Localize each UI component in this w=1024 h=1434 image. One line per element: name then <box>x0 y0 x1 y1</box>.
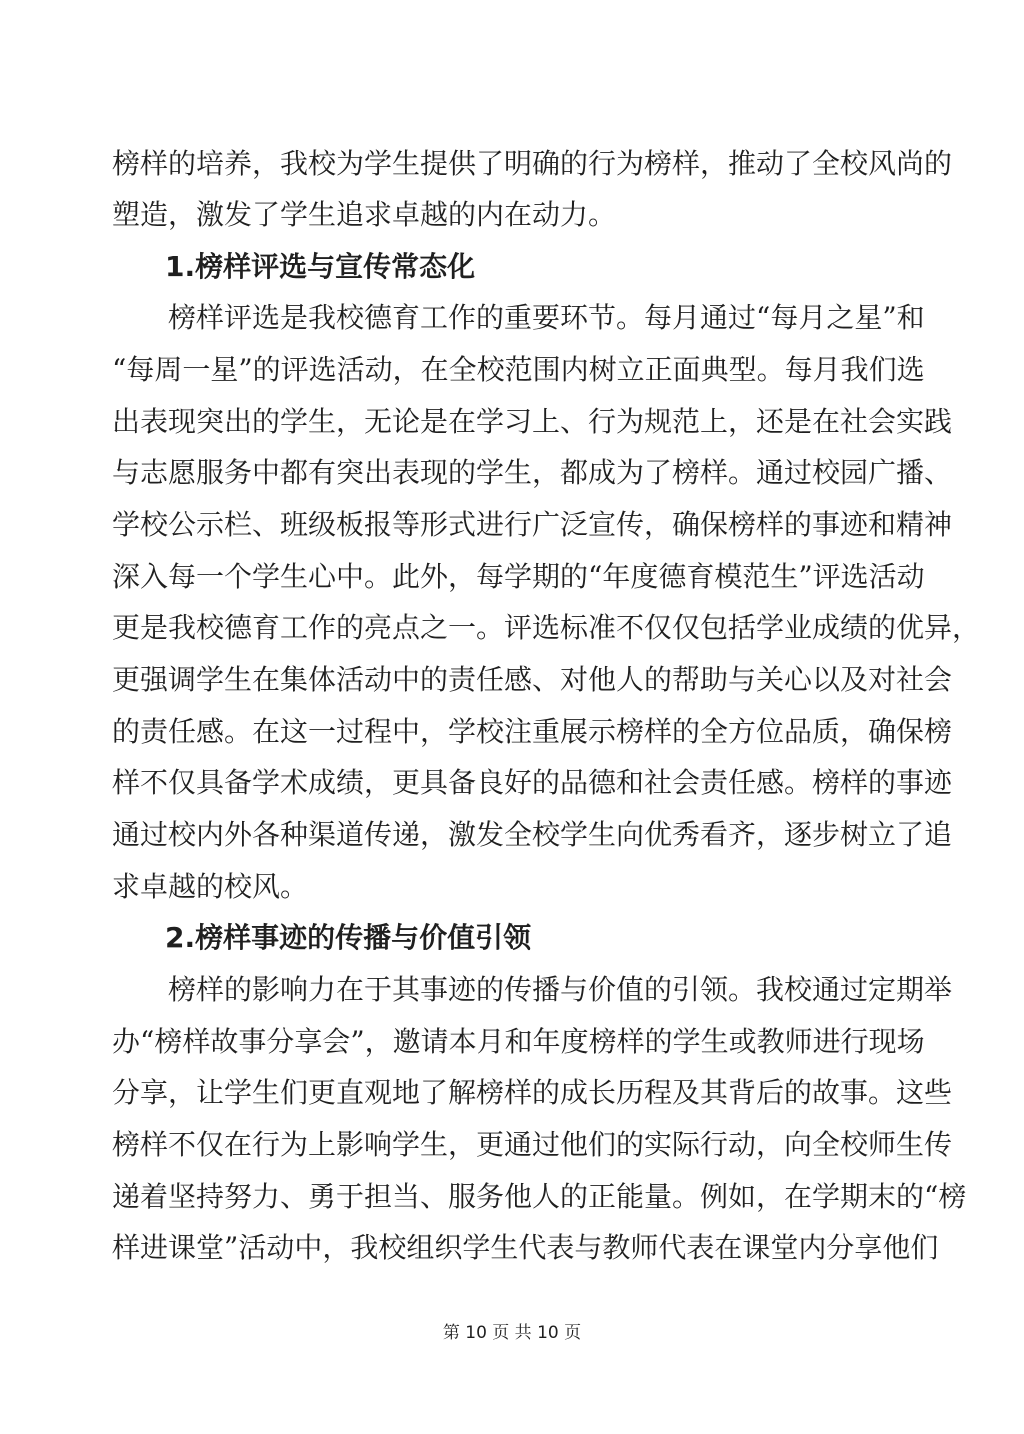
section-heading: 1.榜样评选与宣传常态化 <box>165 250 476 283</box>
body-line: 榜样不仅在行为上影响学生，更通过他们的实际行动，向全校师生传 <box>112 1128 953 1161</box>
body-line: 办“榜样故事分享会”，邀请本月和年度榜样的学生或教师进行现场 <box>112 1025 925 1058</box>
body-line: 出表现突出的学生，无论是在学习上、行为规范上，还是在社会实践 <box>112 405 953 438</box>
body-line: 深入每一个学生心中。此外，每学期的“年度德育模范生”评选活动 <box>112 560 925 593</box>
page-number-footer: 第 10 页 共 10 页 <box>442 1323 582 1343</box>
body-line: 更强调学生在集体活动中的责任感、对他人的帮助与关心以及对社会 <box>112 663 953 696</box>
body-line: 更是我校德育工作的亮点之一。评选标准不仅仅包括学业成绩的优异， <box>112 611 981 644</box>
body-line: 分享，让学生们更直观地了解榜样的成长历程及其背后的故事。这些 <box>112 1076 953 1109</box>
body-line: 的责任感。在这一过程中，学校注重展示榜样的全方位品质，确保榜 <box>112 715 953 748</box>
body-line: 求卓越的校风。 <box>112 870 309 903</box>
section-heading: 2.榜样事迹的传播与价值引领 <box>165 921 532 954</box>
body-line: 递着坚持努力、勇于担当、服务他人的正能量。例如，在学期末的“榜 <box>112 1180 967 1213</box>
body-line: “每周一星”的评选活动，在全校范围内树立正面典型。每月我们选 <box>112 353 925 386</box>
body-line: 榜样的影响力在于其事迹的传播与价值的引领。我校通过定期举 <box>112 973 953 1006</box>
body-line: 榜样的培养，我校为学生提供了明确的行为榜样，推动了全校风尚的 <box>112 147 953 180</box>
body-line: 通过校内外各种渠道传递，激发全校学生向优秀看齐，逐步树立了追 <box>112 818 953 851</box>
body-line: 与志愿服务中都有突出表现的学生，都成为了榜样。通过校园广播、 <box>112 456 953 489</box>
body-line: 学校公示栏、班级板报等形式进行广泛宣传，确保榜样的事迹和精神 <box>112 508 953 541</box>
body-line: 样不仅具备学术成绩，更具备良好的品德和社会责任感。榜样的事迹 <box>112 766 953 799</box>
body-line: 塑造，激发了学生追求卓越的内在动力。 <box>112 198 617 231</box>
body-line: 榜样评选是我校德育工作的重要环节。每月通过“每月之星”和 <box>112 301 925 334</box>
body-line: 样进课堂”活动中，我校组织学生代表与教师代表在课堂内分享他们 <box>112 1231 939 1264</box>
